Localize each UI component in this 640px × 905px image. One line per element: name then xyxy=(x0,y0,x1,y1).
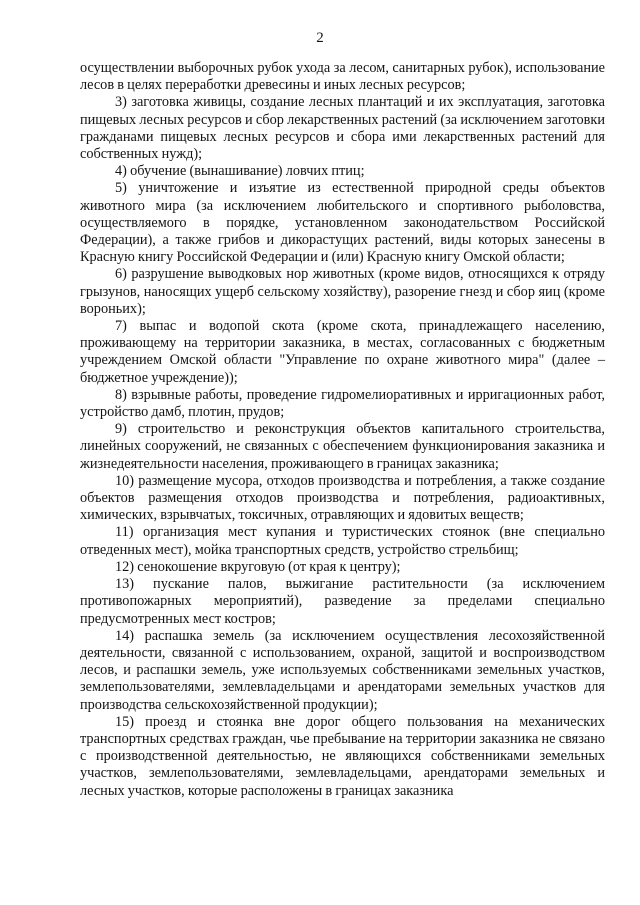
paragraph-item-8: 8) взрывные работы, проведение гидромелиоративных и ирригационных работ, устройство дамб, плотин, прудов; xyxy=(80,386,605,421)
paragraph-continuation: осуществлении выборочных рубок ухода за лесом, санитарных рубок), использование лесов в целях переработки древесины и иных лесных ресурсов; xyxy=(80,60,605,94)
paragraph-item-13: 13) пускание палов, выжигание растительности (за исключением противопожарных мероприятий), разведение за пределами специально предусмотренных мест костров; xyxy=(80,576,605,627)
paragraph-item-6: 6) разрушение выводковых нор животных (кроме видов, относящихся к отряду грызунов, наносящих ущерб сельскому хозяйству), разорение гнезд и сбор яиц (кроме вороньих); xyxy=(80,266,605,317)
paragraph-item-5: 5) уничтожение и изъятие из естественной природной среды объектов животного мира (за исключением любительского и спортивного рыболовства, осуществляемого в порядке, установленном законодательством Российской Федерации), а также грибов и дикорастущих растений, виды которых занесены в Красную книгу Российской Федерации и (или) Красную книгу Омской области; xyxy=(80,180,605,266)
document-body xyxy=(80,60,605,800)
paragraph-item-7: 7) выпас и водопой скота (кроме скота, принадлежащего населению, проживающему на территории заказника, в местах, согласованных с бюджетным учреждением Омской области "Управление по охране животного мира" (далее – бюджетное учреждение)); xyxy=(80,318,605,386)
page-number: 2 xyxy=(316,30,324,46)
paragraph-item-3: 3) заготовка живицы, создание лесных плантаций и их эксплуатация, заготовка пищевых лесных ресурсов и сбор лекарственных растений (за исключением заготовки гражданами пищевых лесных ресурсов и сбора ими лекарственных растений для собственных нужд); xyxy=(80,94,605,163)
paragraph-item-15: 15) проезд и стоянка вне дорог общего пользования на механических транспортных средствах граждан, чье пребывание на территории заказника не связано с производственной деятельностью, не являющихся собственниками земельных участков, землепользователями, землевладельцами, арендаторами земельных и лесных участков, которые расположены в границах заказника xyxy=(80,713,605,799)
paragraph-item-9: 9) строительство и реконструкция объектов капитального строительства, линейных сооружений, не связанных с обеспечением функционирования заказника и жизнедеятельности населения, проживающего в границах заказника; xyxy=(80,421,605,472)
paragraph-item-14: 14) распашка земель (за исключением осуществления лесохозяйственной деятельности, связанной с использованием, охраной, защитой и воспроизводством лесов, и распашки земель, уже используемых собственниками земельных участков, землепользователями, землевладельцами и арендаторами земельных участков для производства сельскохозяйственной продукции); xyxy=(80,627,605,713)
paragraph-item-12: 12) сенокошение вкруговую (от края к центру); xyxy=(115,558,401,575)
paragraph-item-10: 10) размещение мусора, отходов производства и потребления, а также создание объектов размещения отходов производства и потребления, радиоактивных, химических, взрывчатых, токсичных, отравляющих и ядовитых веществ; xyxy=(80,472,605,524)
paragraph-item-11: 11) организация мест купания и туристических стоянок (вне специально отведенных мест), мойка транспортных средств, устройство стрельбищ; xyxy=(80,524,605,558)
paragraph-item-4: 4) обучение (вынашивание) ловчих птиц; xyxy=(115,163,365,180)
